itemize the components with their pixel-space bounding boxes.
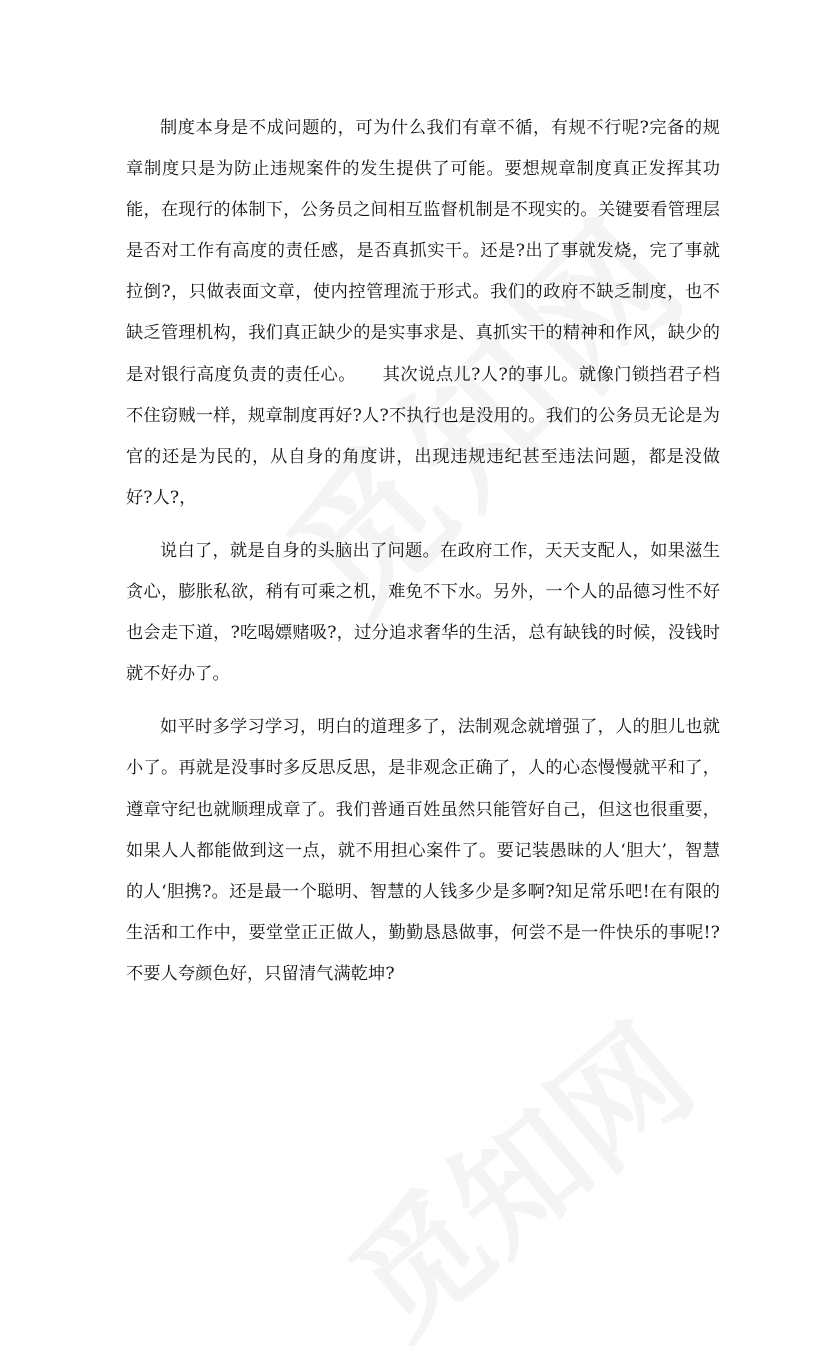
paragraph-3: 如平时多学习学习，明白的道理多了，法制观念就增强了，人的胆儿也就小了。再就是没事时多反思反思，是非观念正确了，人的心态慢慢就平和了，遵章守纪也就顺理成章了。我们普通百姓虽然只能管好自己，但这也很重要，如果人人都能做到这一点，就不用担心案件了。要记装愚昧的人‘胆大’，智慧的人‘胆携?。还是最一个聪明、智慧的人钱多少是多啊?知足常乐吧!在有限的生活和工作中，要堂堂正正做人，勤勤恳恳做事，何尝不是一件快乐的事呢!?不要人夸颜色好，只留清气满乾坤? bbox=[126, 717, 720, 984]
paragraph-1: 制度本身是不成问题的，可为什么我们有章不循，有规不行呢?完备的规章制度只是为防止违规案件的发生提供了可能。要想规章制度真正发挥其功能，在现行的体制下，公务员之间相互监督机制是不现实的。关键要看管理层是否对工作有高度的责任感，是否真抓实干。还是?出了事就发烧，完了事就拉倒?，只做表面文章，使内控管理流于形式。我们的政府不缺乏制度，也不缺乏管理机构，我们真正缺少的是实事求是、真抓实干的精神和作风，缺少的是对银行高度负责的责任心。 其次说点儿?人?的事儿。就像门锁挡君子档不住窃贼一样，规章制度再好?人?不执行也是没用的。我们的公务员无论是为官的还是为民的，从自身的角度讲，出现违规违纪甚至违法问题，都是没做好?人?， bbox=[126, 118, 720, 508]
paragraph-2: 说白了，就是自身的头脑出了问题。在政府工作，天天支配人，如果滋生贪心，膨胀私欲，稍有可乘之机，难免不下水。另外，一个人的品德习性不好也会走下道，?吃喝嫖赌吸?，过分追求奢华的生活，总有缺钱的时候，没钱时就不好办了。 bbox=[126, 540, 720, 685]
watermark-bottom bbox=[306, 977, 725, 1370]
document-body bbox=[126, 108, 720, 995]
